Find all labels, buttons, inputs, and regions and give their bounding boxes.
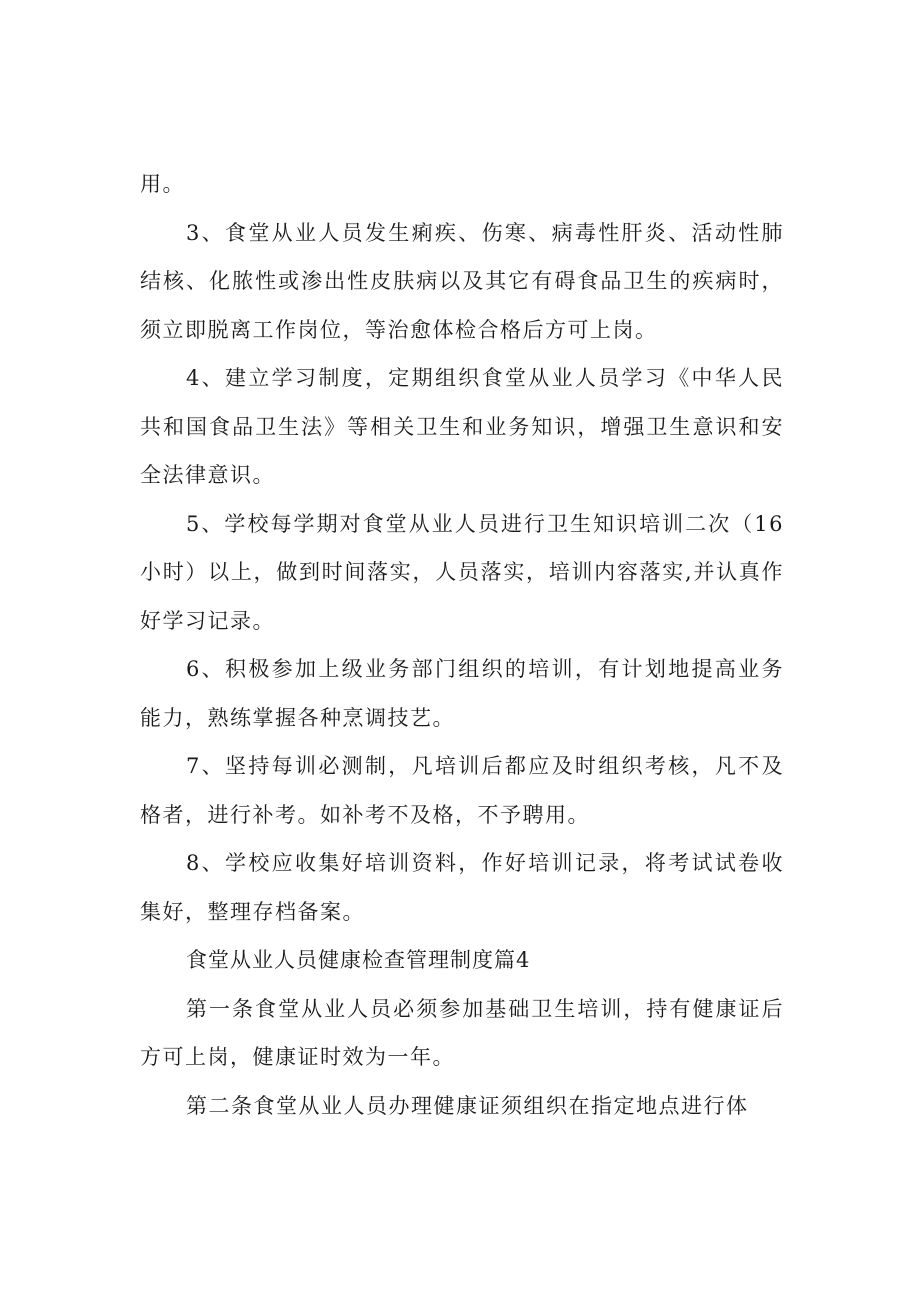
paragraph-item-7: 7、坚持每训必测制，凡培训后都应及时组织考核，凡不及格者，进行补考。如补考不及格，不予聘用。 bbox=[140, 754, 784, 827]
paragraph-item-5: 5、学校每学期对食堂从业人员进行卫生知识培训二次（16小时）以上，做到时间落实，人员落实，培训内容落实,并认真作好学习记录。 bbox=[140, 511, 784, 633]
paragraph-item-8: 8、学校应收集好培训资料，作好培训记录，将考试试卷收集好，整理存档备案。 bbox=[140, 851, 784, 924]
paragraph-item-6: 6、积极参加上级业务部门组织的培训，有计划地提高业务能力，熟练掌握各种烹调技艺。 bbox=[140, 657, 784, 730]
paragraph-continuation: 用。 bbox=[140, 172, 185, 196]
paragraph-item-3: 3、食堂从业人员发生痢疾、伤寒、病毒性肝炎、活动性肺结核、化脓性或渗出性皮肤病以及其它有碍食品卫生的疾病时，须立即脱离工作岗位，等治愈体检合格后方可上岗。 bbox=[140, 220, 784, 342]
section-heading: 食堂从业人员健康检查管理制度篇4 bbox=[186, 948, 531, 972]
paragraph-article-2: 第二条食堂从业人员办理健康证须组织在指定地点进行体 bbox=[186, 1093, 749, 1118]
paragraph-article-1: 第一条食堂从业人员必须参加基础卫生培训，持有健康证后方可上岗，健康证时效为一年。 bbox=[140, 996, 784, 1069]
document-page bbox=[140, 160, 784, 1130]
paragraph-item-4: 4、建立学习制度，定期组织食堂从业人员学习《中华人民共和国食品卫生法》等相关卫生和业务知识，增强卫生意识和安全法律意识。 bbox=[140, 366, 784, 487]
